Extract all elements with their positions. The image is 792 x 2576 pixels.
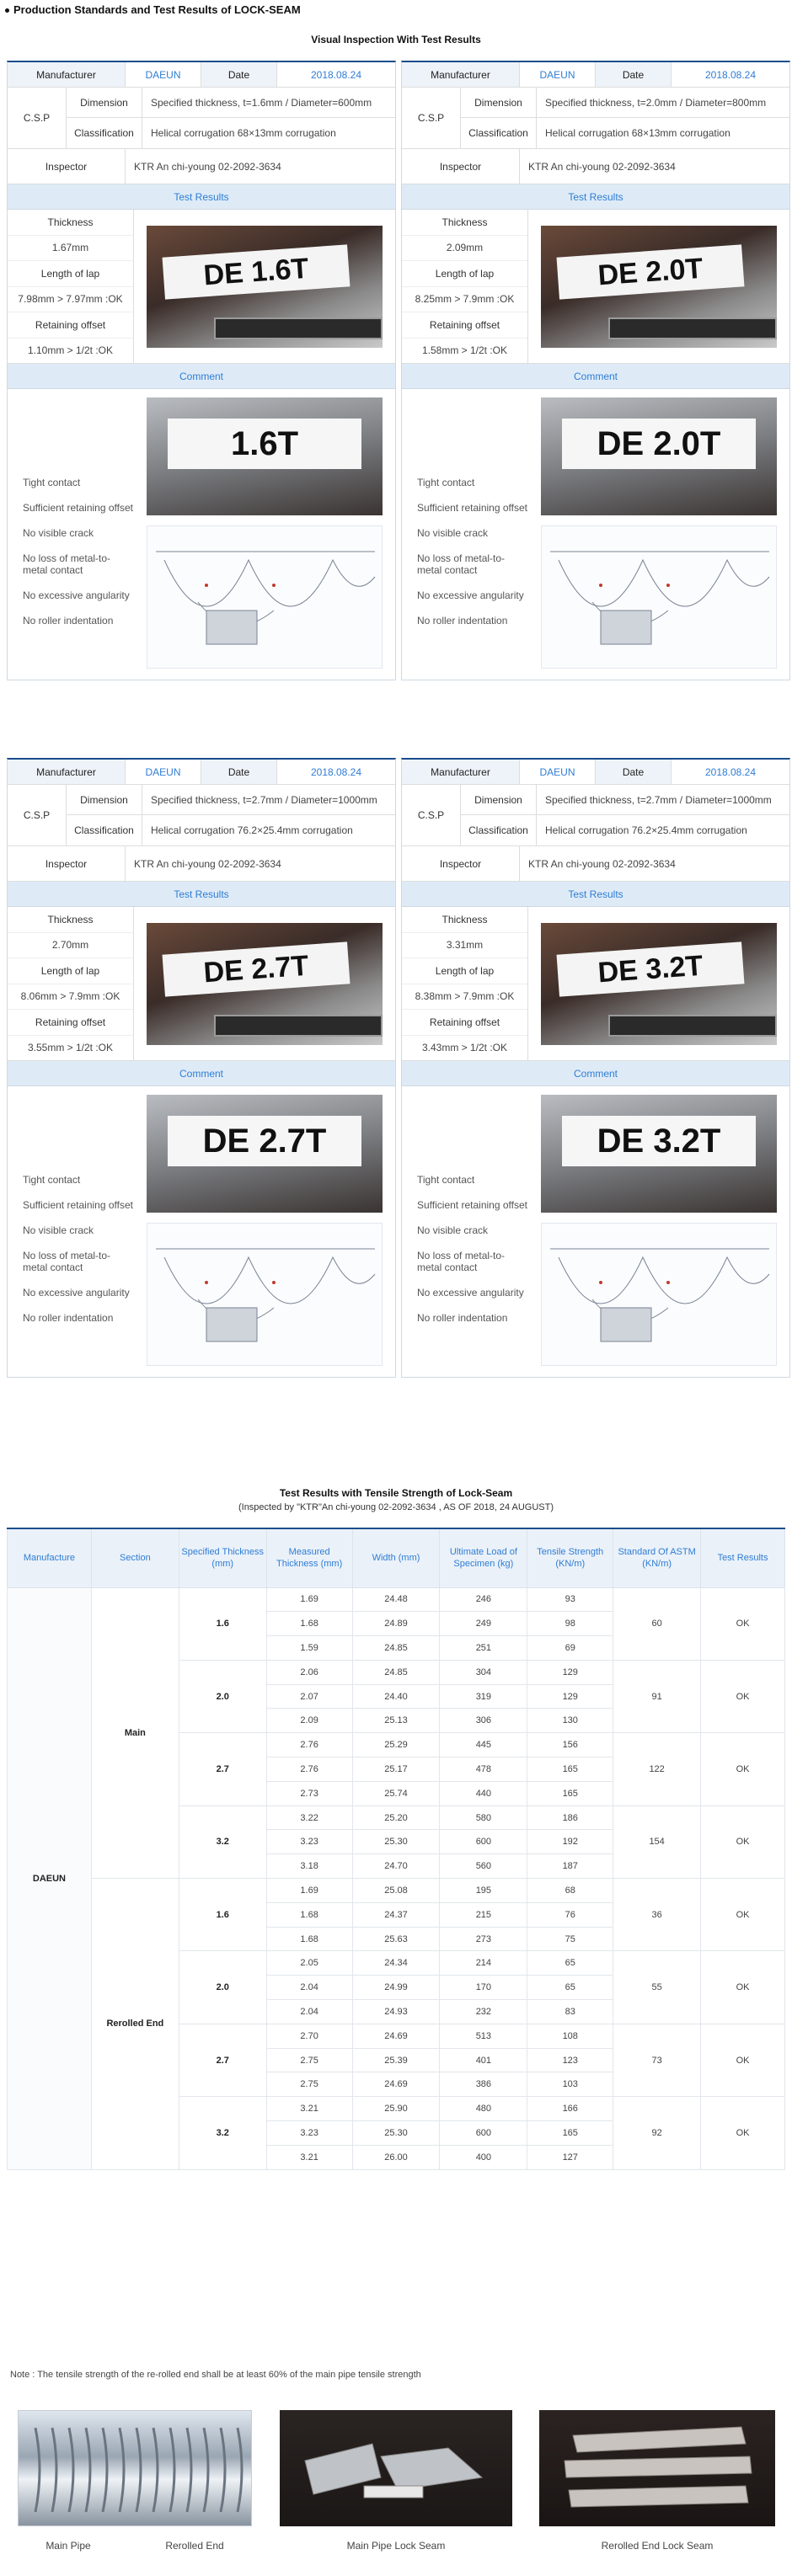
tensile-subtitle: (Inspected by "KTR"An chi-young 02-2092-3634 , AS OF 2018, 24 AUGUST) [238,1502,554,1512]
data-cell: 2.76 [266,1757,352,1782]
data-cell: 25.30 [352,2121,440,2146]
data-cell: 2.73 [266,1781,352,1805]
classification-label: Classification [461,815,537,845]
comment-item: No roller indentation [23,1311,114,1324]
date-value: 2018.08.24 [704,68,757,81]
caliper [608,317,777,339]
seam-photo [541,397,777,515]
thickness-label: Thickness [8,907,133,933]
data-cell: 2.05 [266,1951,352,1976]
data-cell: 2.04 [266,1976,352,2000]
data-cell: 306 [440,1709,527,1733]
data-cell: 25.17 [352,1757,440,1782]
offset-value: 3.55mm > 1/2t :OK [27,1042,114,1054]
data-cell: 273 [440,1927,527,1951]
spec-thickness-cell: 2.7 [179,2024,266,2096]
data-cell: 1.68 [266,1902,352,1927]
lock-seam-diagram [542,1224,778,1367]
data-cell: 251 [440,1636,527,1661]
data-cell: 165 [527,1781,613,1805]
data-cell: 2.75 [266,2048,352,2072]
table-header: Width (mm) [352,1528,440,1587]
spec-thickness-cell: 1.6 [179,1879,266,1951]
thickness-value: 1.67mm [8,236,133,262]
comment-item: No excessive angularity [23,1286,130,1299]
data-cell: 123 [527,2048,613,2072]
data-cell: 24.48 [352,1587,440,1612]
lap-value: 8.06mm > 7.9mm :OK [8,984,133,1011]
tensile-title: Test Results with Tensile Strength of Lock-Seam [279,1487,513,1499]
lock-seam-diagram [147,526,383,669]
data-cell: 1.69 [266,1879,352,1903]
tensile-table [7,1528,785,2170]
inspector-label: Inspector [8,846,126,881]
data-cell: 2.75 [266,2072,352,2097]
data-cell: 127 [527,2145,613,2169]
date-value: 2018.08.24 [704,765,757,778]
data-cell: 130 [527,1709,613,1733]
result-cell: OK [701,1879,785,1951]
data-cell: 386 [440,2072,527,2097]
manufacturer-label: Manufacturer [402,760,520,784]
data-cell: 25.13 [352,1709,440,1733]
thickness-value: 2.09mm [402,236,527,262]
lap-value: 7.98mm > 7.97mm :OK [8,287,133,313]
table-header: Manufacture [8,1528,92,1587]
lock-seam-diagram [542,526,778,669]
offset-label: Retaining offset [402,312,527,339]
table-row [8,1587,785,1612]
data-cell: 600 [440,1830,527,1854]
csp-label: C.S.P [402,88,461,148]
result-cell: OK [701,1951,785,2024]
caliper [214,317,383,339]
sample-plate-label: DE 2.0T [557,244,745,299]
data-cell: 24.85 [352,1660,440,1684]
dimension-label: Dimension [67,88,142,118]
data-cell: 3.18 [266,1854,352,1879]
data-cell: 108 [527,2024,613,2048]
manufacturer-label: Manufacturer [402,62,520,87]
comment-item: No loss of metal-to-metal contact [23,1249,111,1273]
result-cell: OK [701,2024,785,2096]
offset-label: Retaining offset [8,1010,133,1036]
data-cell: 25.20 [352,1805,440,1830]
data-cell: 83 [527,2000,613,2024]
comment-item: Sufficient retaining offset [417,1198,527,1211]
data-cell: 478 [440,1757,527,1782]
table-header: Ultimate Load of Specimen (kg) [440,1528,527,1587]
data-cell: 186 [527,1805,613,1830]
dimension-value: Specified thickness, t=2.7mm / Diameter=1000mm [537,785,789,815]
table-header: Test Results [701,1528,785,1587]
astm-cell: 36 [613,1879,701,1951]
seam-photo [541,1095,777,1213]
rerolled-end-lock-seam-photo [531,2410,784,2563]
table-header: Measured Thickness (mm) [266,1528,352,1587]
table-header: Tensile Strength (KN/m) [527,1528,613,1587]
comment-item: No excessive angularity [23,589,130,601]
lock-seam-diagram [147,1224,383,1367]
section-cell: Rerolled End [91,1879,179,2170]
result-cell: OK [701,1733,785,1805]
data-cell: 2.76 [266,1733,352,1757]
page-title: Production Standards and Test Results of LOCK-SEAM [5,3,301,16]
lock-seam-image [280,2410,512,2526]
thickness-label: Thickness [402,210,527,236]
data-cell: 69 [527,1636,613,1661]
comment-band: Comment [402,364,789,389]
date-label: Date [201,62,277,87]
test-results-band: Test Results [402,882,789,907]
sample-plate-label: DE 3.2T [557,941,745,996]
spec-thickness-cell: 2.7 [179,1733,266,1805]
data-cell: 75 [527,1927,613,1951]
lap-label: Length of lap [8,261,133,287]
seam-diagram [147,1223,383,1366]
lap-value: 8.38mm > 7.9mm :OK [402,984,527,1011]
data-cell: 249 [440,1612,527,1636]
dimension-label: Dimension [461,88,537,118]
main-pipe-lock-seam-photo [270,2410,522,2563]
dimension-value: Specified thickness, t=2.0mm / Diameter=800mm [537,88,789,118]
data-cell: 24.34 [352,1951,440,1976]
comment-item: No visible crack [23,1224,94,1236]
data-cell: 3.21 [266,2145,352,2169]
astm-cell: 60 [613,1587,701,1660]
data-cell: 25.39 [352,2048,440,2072]
sample-plate-label: DE 1.6T [163,244,351,299]
caption-main-pipe: Main Pipe [45,2540,91,2552]
data-cell: 76 [527,1902,613,1927]
thickness-value: 2.70mm [8,933,133,959]
caliper [214,1015,383,1037]
inspector-label: Inspector [402,846,520,881]
comment-item: Tight contact [23,476,81,488]
data-cell: 24.37 [352,1902,440,1927]
data-cell: 24.70 [352,1854,440,1879]
comment-item: No roller indentation [417,1311,508,1324]
data-cell: 187 [527,1854,613,1879]
astm-cell: 154 [613,1805,701,1878]
astm-cell: 91 [613,1660,701,1732]
data-cell: 2.70 [266,2024,352,2048]
data-cell: 98 [527,1612,613,1636]
astm-cell: 122 [613,1733,701,1805]
seam-plate-label: DE 3.2T [562,1116,756,1166]
test-results-band: Test Results [8,184,395,210]
csp-label: C.S.P [8,88,67,148]
date-value: 2018.08.24 [310,68,362,81]
data-cell: 68 [527,1879,613,1903]
data-cell: 24.69 [352,2024,440,2048]
comment-item: Sufficient retaining offset [23,1198,133,1211]
dimension-value: Specified thickness, t=2.7mm / Diameter=1000mm [142,785,395,815]
lap-value: 8.25mm > 7.9mm :OK [402,287,527,313]
caliper-photo [147,226,383,348]
data-cell: 513 [440,2024,527,2048]
comment-item: Sufficient retaining offset [23,501,133,514]
manufacturer-label: Manufacturer [8,760,126,784]
data-cell: 2.09 [266,1709,352,1733]
data-cell: 25.63 [352,1927,440,1951]
data-cell: 401 [440,2048,527,2072]
table-header: Specified Thickness (mm) [179,1528,266,1587]
spec-thickness-cell: 2.0 [179,1951,266,2024]
caption-rerolled-end: Rerolled End [165,2540,224,2552]
result-cell: OK [701,2097,785,2169]
comment-item: Tight contact [23,1173,81,1186]
inspector-label: Inspector [8,149,126,184]
data-cell: 65 [527,1976,613,2000]
offset-value: 1.10mm > 1/2t :OK [27,344,114,357]
data-cell: 3.23 [266,2121,352,2146]
table-row [8,1879,785,1903]
data-cell: 25.08 [352,1879,440,1903]
classification-label: Classification [67,815,142,845]
test-results-band: Test Results [402,184,789,210]
manufacturer-cell: DAEUN [8,1587,92,2169]
seam-diagram [541,1223,777,1366]
note: Note : The tensile strength of the re-rolled end shall be at least 60% of the main pipe tensile strength [10,2370,421,2380]
caliper-photo [541,923,777,1045]
offset-label: Retaining offset [8,312,133,339]
astm-cell: 73 [613,2024,701,2096]
result-cell: OK [701,1587,785,1660]
data-cell: 304 [440,1660,527,1684]
data-cell: 445 [440,1733,527,1757]
data-cell: 195 [440,1879,527,1903]
data-cell: 24.99 [352,1976,440,2000]
csp-label: C.S.P [402,785,461,845]
classification-value: Helical corrugation 76.2×25.4mm corrugation [151,824,353,836]
result-cell: OK [701,1805,785,1878]
data-cell: 400 [440,2145,527,2169]
thickness-label: Thickness [402,907,527,933]
data-cell: 170 [440,1976,527,2000]
data-cell: 2.07 [266,1684,352,1709]
caption-rerolled-end-lock-seam: Rerolled End Lock Seam [601,2540,714,2552]
data-cell: 3.23 [266,1830,352,1854]
main-pipe-photo [8,2410,261,2563]
spec-thickness-cell: 3.2 [179,2097,266,2169]
inspector-value: KTR An chi-young 02-2092-3634 [134,857,281,870]
data-cell: 215 [440,1902,527,1927]
caliper-photo [541,226,777,348]
classification-value: Helical corrugation 68×13mm corrugation [545,127,730,139]
caliper-photo [147,923,383,1045]
data-cell: 26.00 [352,2145,440,2169]
data-cell: 24.89 [352,1612,440,1636]
caliper [608,1015,777,1037]
seam-plate-label: DE 2.0T [562,419,756,469]
data-cell: 25.29 [352,1733,440,1757]
data-cell: 129 [527,1660,613,1684]
classification-value: Helical corrugation 76.2×25.4mm corrugation [545,824,747,836]
dimension-label: Dimension [461,785,537,815]
data-cell: 232 [440,2000,527,2024]
inspector-value: KTR An chi-young 02-2092-3634 [528,857,676,870]
comment-item: No visible crack [417,1224,489,1236]
comment-band: Comment [8,1061,395,1086]
seam-photo [147,1095,383,1213]
classification-label: Classification [461,118,537,148]
date-label: Date [596,760,672,784]
classification-value: Helical corrugation 68×13mm corrugation [151,127,336,139]
data-cell: 93 [527,1587,613,1612]
date-label: Date [201,760,277,784]
comment-item: No excessive angularity [417,1286,524,1299]
inspection-card [7,61,396,680]
seam-plate-label: 1.6T [168,419,361,469]
seam-photo [147,397,383,515]
thickness-label: Thickness [8,210,133,236]
section-cell: Main [91,1587,179,1879]
comment-item: No loss of metal-to-metal contact [23,552,111,576]
manufacturer-value: DAEUN [126,760,201,784]
date-value: 2018.08.24 [310,765,362,778]
astm-cell: 92 [613,2097,701,2169]
data-cell: 1.68 [266,1612,352,1636]
data-cell: 2.04 [266,2000,352,2024]
table-header: Standard Of ASTM (KN/m) [613,1528,701,1587]
data-cell: 560 [440,1854,527,1879]
comment-item: No roller indentation [417,614,508,627]
dimension-value: Specified thickness, t=1.6mm / Diameter=600mm [142,88,395,118]
data-cell: 2.06 [266,1660,352,1684]
inspection-card [7,758,396,1378]
comment-item: Sufficient retaining offset [417,501,527,514]
sample-plate-label: DE 2.7T [163,941,351,996]
caption-main-pipe-lock-seam: Main Pipe Lock Seam [346,2540,446,2552]
dimension-label: Dimension [67,785,142,815]
rerolled-seam-image [539,2410,775,2526]
lap-label: Length of lap [8,958,133,984]
inspector-value: KTR An chi-young 02-2092-3634 [134,160,281,173]
inspector-label: Inspector [402,149,520,184]
seam-diagram [541,525,777,669]
data-cell: 214 [440,1951,527,1976]
manufacturer-value: DAEUN [520,62,596,87]
comment-item: No loss of metal-to-metal contact [417,1249,506,1273]
data-cell: 1.69 [266,1587,352,1612]
comment-item: No roller indentation [23,614,114,627]
data-cell: 246 [440,1587,527,1612]
data-cell: 165 [527,1757,613,1782]
data-cell: 24.85 [352,1636,440,1661]
table-header: Section [91,1528,179,1587]
comment-band: Comment [8,364,395,389]
data-cell: 192 [527,1830,613,1854]
comment-item: Tight contact [417,476,475,488]
inspection-card [401,758,790,1378]
comment-item: Tight contact [417,1173,475,1186]
comment-item: No excessive angularity [417,589,524,601]
data-cell: 1.59 [266,1636,352,1661]
data-cell: 25.74 [352,1781,440,1805]
data-cell: 480 [440,2097,527,2121]
csp-label: C.S.P [8,785,67,845]
spec-thickness-cell: 1.6 [179,1587,266,1660]
comment-item: No visible crack [417,526,489,539]
visual-inspection-title: Visual Inspection With Test Results [311,34,481,45]
comment-item: No visible crack [23,526,94,539]
data-cell: 24.40 [352,1684,440,1709]
offset-value: 3.43mm > 1/2t :OK [421,1042,508,1054]
offset-label: Retaining offset [402,1010,527,1036]
data-cell: 3.21 [266,2097,352,2121]
classification-label: Classification [67,118,142,148]
astm-cell: 55 [613,1951,701,2024]
data-cell: 65 [527,1951,613,1976]
manufacturer-value: DAEUN [520,760,596,784]
comment-item: No loss of metal-to-metal contact [417,552,506,576]
data-cell: 103 [527,2072,613,2097]
data-cell: 129 [527,1684,613,1709]
data-cell: 580 [440,1805,527,1830]
result-cell: OK [701,1660,785,1732]
data-cell: 600 [440,2121,527,2146]
inspector-value: KTR An chi-young 02-2092-3634 [528,160,676,173]
data-cell: 3.22 [266,1805,352,1830]
seam-plate-label: DE 2.7T [168,1116,361,1166]
manufacturer-value: DAEUN [126,62,201,87]
data-cell: 25.90 [352,2097,440,2121]
manufacturer-label: Manufacturer [8,62,126,87]
data-cell: 165 [527,2121,613,2146]
test-results-band: Test Results [8,882,395,907]
spec-thickness-cell: 3.2 [179,1805,266,1878]
lap-label: Length of lap [402,261,527,287]
data-cell: 24.69 [352,2072,440,2097]
comment-band: Comment [402,1061,789,1086]
data-cell: 1.68 [266,1927,352,1951]
data-cell: 24.93 [352,2000,440,2024]
seam-diagram [147,525,383,669]
data-cell: 166 [527,2097,613,2121]
offset-value: 1.58mm > 1/2t :OK [421,344,508,357]
spec-thickness-cell: 2.0 [179,1660,266,1732]
data-cell: 319 [440,1684,527,1709]
lap-label: Length of lap [402,958,527,984]
pipe-image [19,2411,252,2526]
data-cell: 156 [527,1733,613,1757]
thickness-value: 3.31mm [402,933,527,959]
data-cell: 25.30 [352,1830,440,1854]
date-label: Date [596,62,672,87]
data-cell: 440 [440,1781,527,1805]
inspection-card [401,61,790,680]
